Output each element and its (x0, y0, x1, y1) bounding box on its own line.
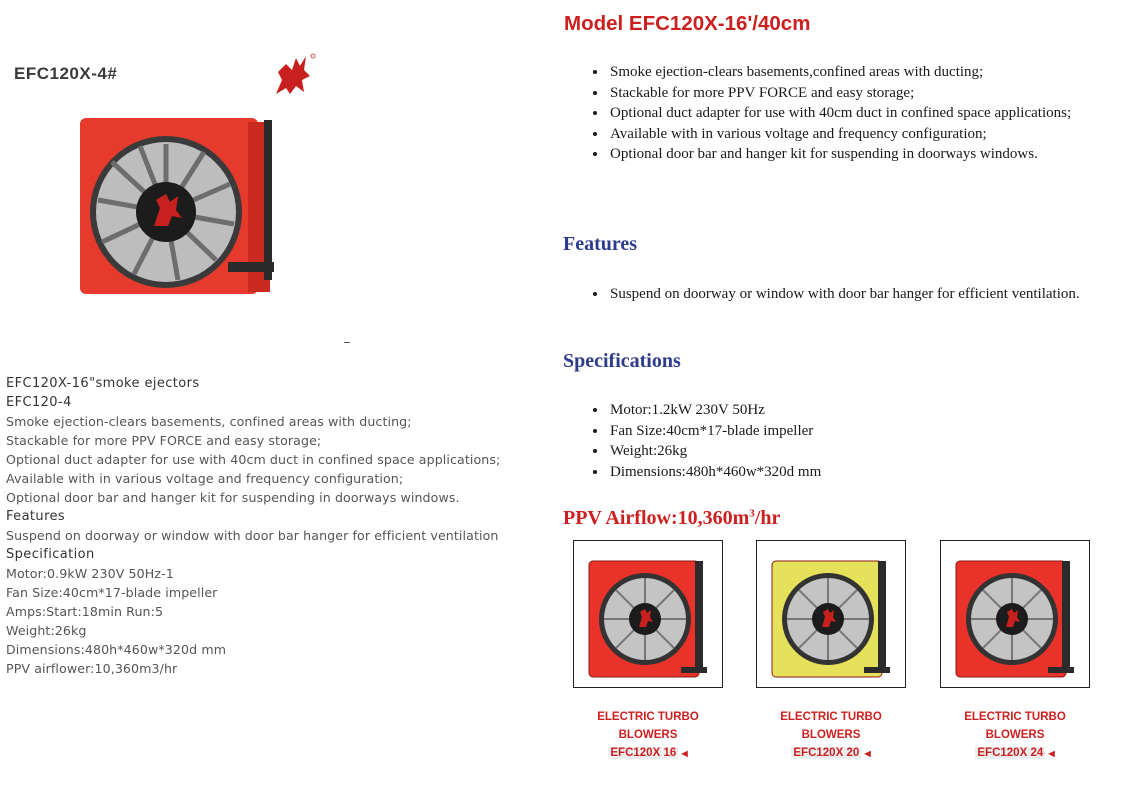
spec-heading: EFC120X-16"smoke ejectors (6, 376, 200, 391)
specifications-heading: Specifications (563, 350, 681, 372)
specifications-bullet-list (588, 400, 1088, 482)
caption-line: BLOWERS (985, 729, 1045, 741)
bullet-item: • Motor:1.2kW 230V 50Hz (608, 400, 1088, 421)
griffin-logo-icon (266, 50, 316, 102)
fan-blower-image (764, 547, 898, 681)
spec-line: Optional door bar and hanger kit for suspending in doorways windows. (6, 490, 460, 505)
intro-bullet-list (588, 62, 1078, 165)
bullet-item: • Optional door bar and hanger kit for suspending in doorways windows. (608, 144, 1078, 165)
product-image[interactable] (756, 540, 906, 688)
bullet-item: • Smoke ejection-clears basements,confined areas with ducting; (608, 62, 1078, 83)
product-card[interactable] (940, 540, 1090, 763)
right-column (550, 0, 1137, 808)
product-code[interactable]: EFC120X 24 (977, 747, 1044, 759)
model-title: Model EFC120X-16ʹ/40cm (564, 12, 811, 35)
bullet-item: • Suspend on doorway or window with door bar hanger for efficient ventilation. (608, 284, 1088, 305)
bullet-item: • Stackable for more PPV FORCE and easy storage; (608, 83, 1078, 104)
spec-line: Optional duct adapter for use with 40cm duct in confined space applications; (6, 452, 501, 467)
spec-line: Fan Size:40cm*17-blade impeller (6, 585, 218, 600)
caption-line: ELECTRIC TURBO (964, 711, 1066, 723)
spec-heading: EFC120-4 (6, 395, 72, 410)
bullet-item: • Weight:26kg (608, 441, 1088, 462)
spec-line: Smoke ejection-clears basements, confined areas with ducting; (6, 414, 412, 429)
product-code[interactable]: EFC120X 16 (610, 747, 677, 759)
features-heading: Features (563, 233, 638, 255)
product-image[interactable] (940, 540, 1090, 688)
product-caption[interactable] (940, 708, 1090, 763)
bullet-item: • Dimensions:480h*460w*320d mm (608, 462, 1088, 483)
spec-text-block (6, 374, 546, 678)
arrow-icon: ◀ (864, 749, 871, 758)
caption-line: BLOWERS (801, 729, 861, 741)
spec-line: Weight:26kg (6, 623, 87, 638)
product-card[interactable] (573, 540, 723, 763)
bullet-item: • Available with in various voltage and frequency configuration; (608, 124, 1078, 145)
left-column (0, 0, 550, 808)
caption-line: BLOWERS (618, 729, 678, 741)
product-card[interactable] (756, 540, 906, 763)
hero-product-image (8, 50, 338, 310)
spec-heading: Specification (6, 547, 95, 562)
spec-line: Amps:Start:18min Run:5 (6, 604, 164, 619)
features-bullet-list (588, 284, 1088, 305)
spec-line: Dimensions:480h*460w*320d mm (6, 642, 227, 657)
fan-blower-image (948, 547, 1082, 681)
spec-line: Available with in various voltage and frequency configuration; (6, 471, 404, 486)
caption-line: ELECTRIC TURBO (780, 711, 882, 723)
arrow-icon: ◀ (1048, 749, 1055, 758)
product-code[interactable]: EFC120X 20 (793, 747, 860, 759)
caption-line: ELECTRIC TURBO (597, 711, 699, 723)
spec-line: Motor:0.9kW 230V 50Hz-1 (6, 566, 174, 581)
spec-line: Suspend on doorway or window with door bar hanger for efficient ventilation (6, 528, 499, 543)
arrow-icon: ◀ (681, 749, 688, 758)
product-caption[interactable] (573, 708, 723, 763)
fan-blower-image (581, 547, 715, 681)
fan-blower-image (78, 112, 278, 302)
spec-heading: Features (6, 509, 66, 524)
ppv-airflow-heading: PPV $Airflow:10,360m^3/hr$ (563, 507, 781, 529)
bullet-item: • Fan Size:40cm*17-blade impeller (608, 421, 1088, 442)
spec-line: PPV airflower:10,360m3/hr (6, 661, 178, 676)
product-image[interactable] (573, 540, 723, 688)
product-caption[interactable] (756, 708, 906, 763)
divider (344, 342, 350, 343)
bullet-item: • Optional duct adapter for use with 40cm duct in confined space applications; (608, 103, 1078, 124)
spec-line: Stackable for more PPV FORCE and easy storage; (6, 433, 322, 448)
hero-model-label: EFC120X-4# (14, 64, 118, 83)
